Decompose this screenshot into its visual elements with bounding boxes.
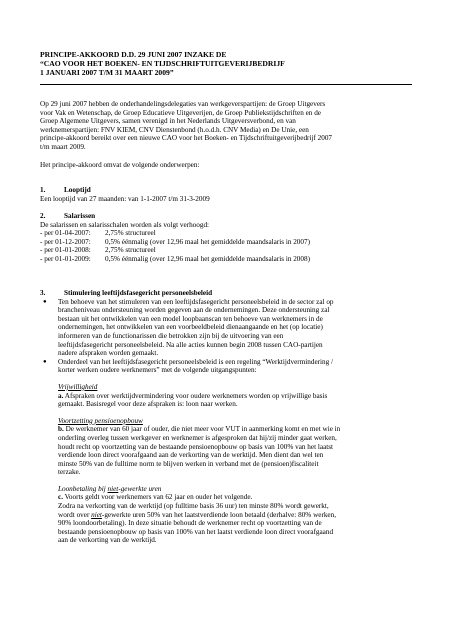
heading-part: -gewerkte uren: [118, 484, 162, 493]
intro-line: voor Vak en Wetenschap, de Groep Educatieve Uitgeverijen, de Groep Publiekstijdschriften en de: [40, 108, 321, 117]
section-number: 3.: [40, 289, 46, 297]
intro-line: Op 29 juni 2007 hebben de onderhandelingsdelegaties van werkgeverspartijen: de Groep Uitgevers: [40, 100, 326, 108]
section-number: 1.: [40, 186, 46, 194]
bullet-line: nadere afspraken worden gemaakt.: [58, 349, 159, 358]
intro-line: werknemerspartijen: FNV KIEM, CNV Dienstenbond (h.o.d.h. CNV Media) en De Unie, een: [40, 125, 309, 134]
salary-value: 2,75% structureel: [105, 246, 156, 255]
bullet-line: Ten behoeve van het stimuleren van een leeftijdsfasegericht personeelsbeleid in de sector zal op: [58, 297, 334, 306]
subsection-line: 90% loondoorbetaling). In deze situatie behoudt de werknemer recht op voortzetting van de: [58, 519, 322, 528]
subsection-line: bestaande pensioenopbouw op basis van 100% van het laatst verdiende loon direct voorafgaand: [58, 527, 334, 536]
subsection-line: houdt recht op voortzetting van de bestaande pensioenopbouw op basis van 100% van het laatst: [58, 442, 334, 451]
bullet-line: informeren van de functionarissen die betrokken zijn bij de uitvoering van een: [58, 331, 284, 340]
subsection-line: minste 50% van de fulltime norm te blijven werken in verband met de (pensioen)fiscaliteit: [58, 459, 319, 468]
title-divider: [40, 84, 412, 85]
subsection-text: Afspraken over werktijdvermindering voor oudere werknemers worden op vrijwillige basis: [63, 391, 328, 400]
bullet-item: [40, 298, 415, 358]
title-line-1: PRINCIPE-AKKOORD D.D. 29 JUNI 2007 INZAKE DE: [40, 50, 227, 59]
section-number: 2.: [40, 212, 46, 220]
intro-topics-sentence: Het principe-akkoord omvat de volgende onderwerpen:: [40, 161, 200, 169]
heading-part-underlined: niet: [107, 484, 119, 493]
subsection-line: [58, 493, 415, 502]
salary-value: 2,75% structureel: [105, 229, 156, 238]
salary-date: - per 01-04-2007:: [40, 229, 91, 238]
subsection-letter: a.: [58, 391, 64, 400]
subsection-line: terzake.: [58, 468, 81, 477]
salary-date: - per 01-12-2007:: [40, 237, 91, 246]
bullet-line: bestaan uit het ontwikkelen van een model loopbaanscan ten behoeve van werknemers in de: [58, 314, 323, 323]
title-line-2: “CAO VOOR HET BOEKEN- EN TIJDSCHRIFTUITGEVERIJBEDRIJF: [40, 59, 285, 68]
salary-value: 0,5% éénmalig (over 12,96 maal het gemiddelde maandsalaris in 2008): [105, 254, 310, 263]
section-title: Stimulering leeftijdsfasegericht personeelsbeleid: [64, 289, 213, 297]
subsection-line: onderling overleg tussen werkgever en werknemer is afgesproken dat hij/zij minder gaat werken,: [58, 433, 337, 442]
bullet-line: leeftijdsfasegericht personeelsbeleid. Na alle acties kunnen begin 2008 tussen CAO-partijen: [58, 340, 323, 349]
bullet-icon: ●: [43, 298, 47, 305]
bullet-line: korter werken oudere werknemers” met de volgende uitgangspunten:: [58, 366, 257, 375]
salary-row: [40, 246, 415, 255]
salary-row: [40, 229, 415, 238]
subsection-line: verdiende loon direct voorafgaand aan de verkorting van de werktijd. Men dient dan wel ten: [58, 451, 324, 460]
subsection-text: Voorts geldt voor werknemers van 62 jaar en ouder het volgende.: [63, 493, 253, 502]
text-part: wordt over: [58, 510, 92, 519]
intro-paragraph: [40, 100, 415, 152]
section-text: De salarissen en salarisschalen worden als volgt verhoogd:: [40, 220, 210, 229]
subsection-line: gemaakt. Basisregel voor deze afspraken is: loon naar werken.: [58, 400, 238, 409]
bullet-item: [40, 358, 415, 375]
text-part-emphasis: niet: [91, 510, 102, 519]
subsection-loonbetaling: [58, 485, 415, 545]
section-looptijd: [40, 186, 415, 203]
subsection-line: [58, 425, 415, 434]
bullet-line: Onderdeel van het leeftijdsfasegericht personeelsbeleid is een regeling “Werktijdvermindering /: [58, 357, 334, 366]
section-text: Een looptijd van 27 maanden: van 1-1-2007 t/m 31-3-2009: [40, 194, 210, 203]
section-stimulering: [40, 289, 415, 545]
subsection-letter: c.: [58, 493, 63, 502]
subsection-line: [58, 511, 415, 520]
heading-part: Loonbetaling bij: [58, 484, 108, 493]
subsection-text: De werknemer van 60 jaar of ouder, die niet meer voor VUT in aanmerking komt en met wie in: [63, 425, 341, 434]
subsection-pensioenopbouw: [58, 417, 415, 477]
subsection-line: Zodra na verkorting van de werktijd (op fulltime basis 36 uur) ten minste 80% wordt gewerkt,: [58, 502, 329, 511]
section-heading: [40, 212, 415, 221]
subsection-heading: Vrijwilligheid: [58, 382, 98, 391]
section-heading: [40, 289, 415, 298]
salary-row: [40, 255, 415, 264]
section-title: Salarissen: [64, 212, 96, 220]
salary-row: [40, 238, 415, 247]
subsection-heading: Voortzetting pensioenopbouw: [58, 416, 143, 425]
bullet-line: brancheniveau ondersteuning worden gegeven aan de ondernemingen. Deze ondersteuning zal: [58, 306, 330, 315]
subsection-line: aan de verkorting van de werktijd.: [58, 536, 157, 545]
bullet-line: ondernemingen, het ontwikkelen van een voorbeeldbeleid dienaangaande en het (op locatie): [58, 323, 323, 332]
document-title: [40, 50, 410, 77]
section-heading: [40, 186, 415, 195]
salary-date: - per 01-01-2009:: [40, 254, 91, 263]
section-salarissen: [40, 212, 415, 264]
subsection-heading: [58, 485, 415, 494]
subsection-letter: b.: [58, 425, 64, 434]
subsection-line: [58, 392, 415, 401]
intro-line: t/m maart 2009.: [40, 142, 86, 151]
section-title: Looptijd: [64, 186, 91, 194]
intro-line: principe-akkoord bereikt over een nieuwe CAO voor het Boeken- en Tijdschriftuitgeverijbedrijf 2007: [40, 134, 333, 143]
intro-line: Groep Algemene Uitgevers, samen verenigd in het Nederlands Uitgeversverbond, en van: [40, 117, 296, 126]
subsection-vrijwilligheid: [58, 383, 415, 409]
salary-date: - per 01-01-2008:: [40, 246, 91, 255]
title-line-3: 1 JANUARI 2007 T/M 31 MAART 2009”: [40, 68, 174, 77]
bullet-icon: ●: [43, 358, 47, 365]
text-part: -gewerkte uren 50% van het laatstverdiende loon betaald (derhalve: 80% werken,: [101, 510, 337, 519]
salary-value: 0,5% éénmalig (over 12,96 maal het gemiddelde maandsalaris in 2007): [105, 237, 310, 246]
